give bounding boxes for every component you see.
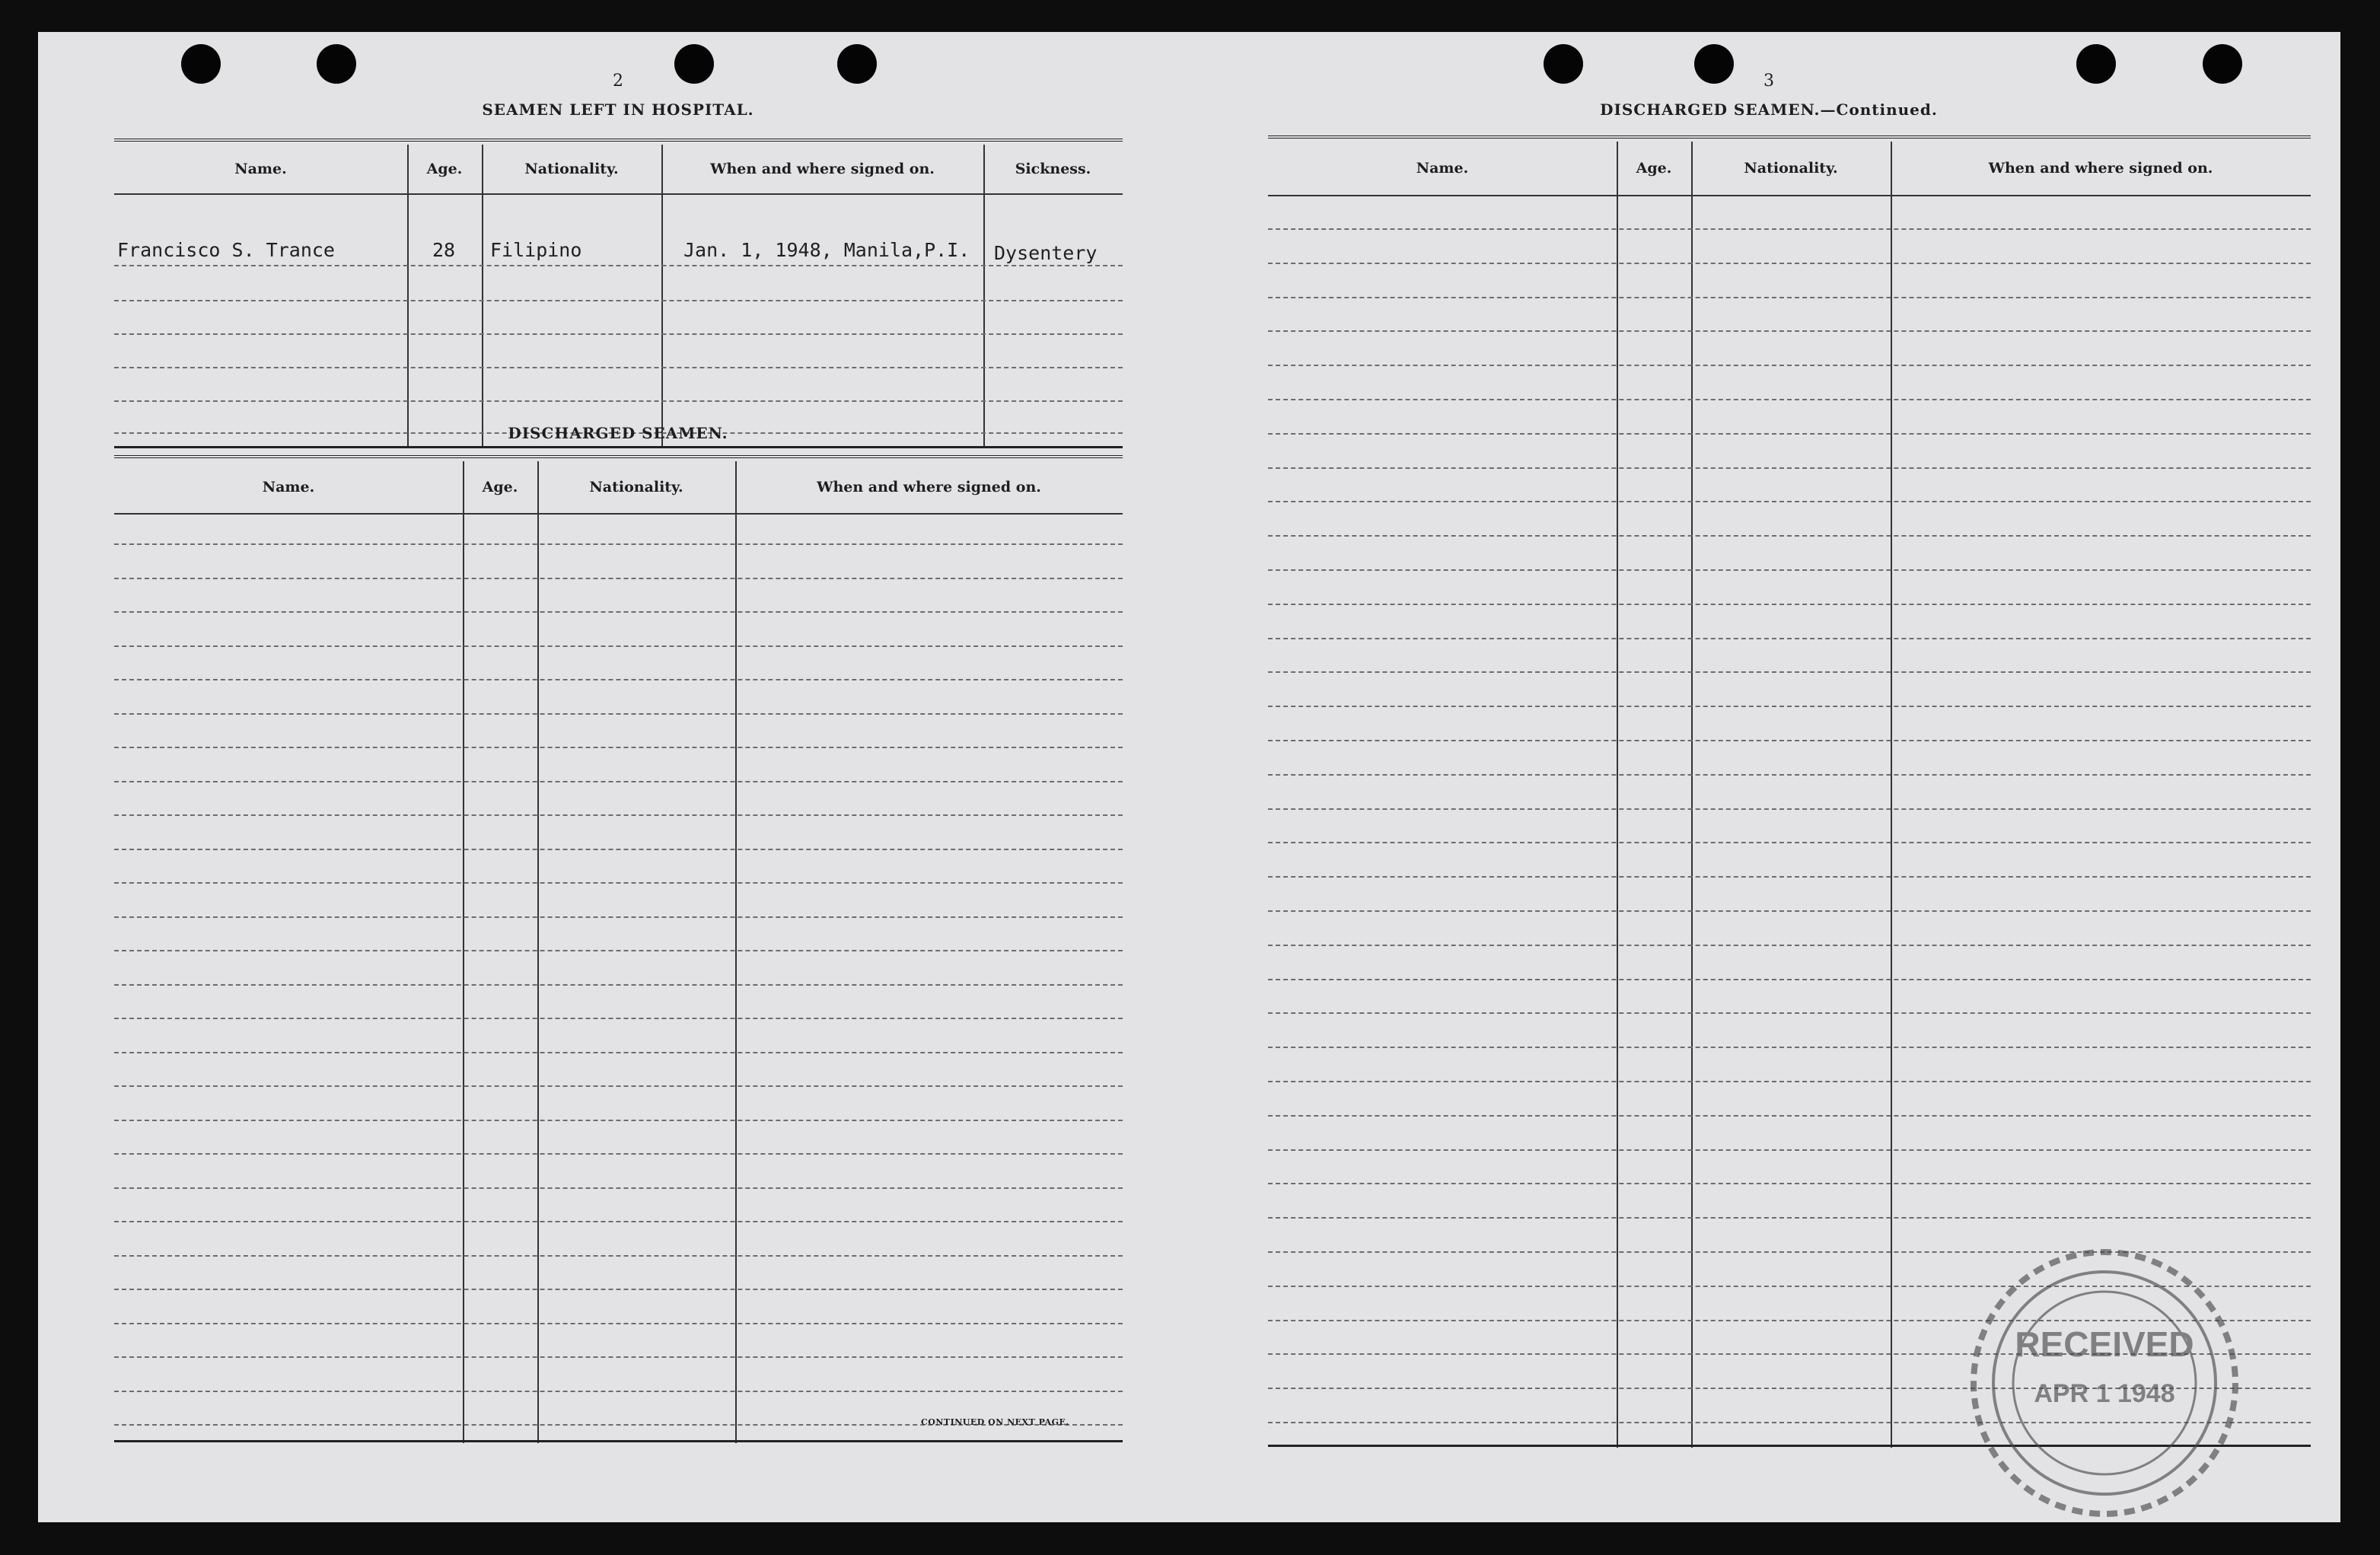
ruling-line <box>1268 535 2311 537</box>
punch-hole <box>674 44 714 84</box>
discharged-left-header-signed-on: When and where signed on. <box>817 479 1041 495</box>
discharged-left-header-age: Age. <box>482 479 518 495</box>
ruling-line <box>1268 671 2311 673</box>
column-divider <box>735 461 737 1443</box>
ruling-line <box>114 1391 1123 1392</box>
hospital-row-nationality: Filipino <box>490 239 582 261</box>
ruling-line <box>1268 365 2311 366</box>
ruling-line <box>1268 876 2311 878</box>
ruling-line <box>114 1356 1123 1358</box>
ruling-line <box>1268 1217 2311 1219</box>
discharged-right-header <box>1268 142 2311 196</box>
ruling-line <box>1268 945 2311 946</box>
ruling-line <box>1268 433 2311 435</box>
ruling-line <box>1268 842 2311 843</box>
ruling-line <box>1268 604 2311 605</box>
stamp-received-text: RECEIVED <box>2015 1324 2194 1364</box>
ruling-line <box>1268 1047 2311 1048</box>
ruling-line <box>114 611 1123 613</box>
hospital-header-nationality: Nationality. <box>524 161 619 177</box>
ruling-line <box>114 1120 1123 1121</box>
ruling-line <box>114 814 1123 816</box>
ruling-line <box>114 1153 1123 1155</box>
column-divider <box>407 145 409 448</box>
ruling-line <box>1268 638 2311 639</box>
discharged-section-title: DISCHARGED SEAMEN. <box>508 424 728 442</box>
column-divider <box>463 461 464 1443</box>
ruling-line <box>114 1221 1123 1222</box>
ruling-line <box>114 713 1123 715</box>
ruling-line <box>114 916 1123 918</box>
column-divider <box>537 461 539 1443</box>
continued-note: CONTINUED ON NEXT PAGE. <box>921 1417 1069 1427</box>
discharged-right-header-signed-on: When and where signed on. <box>1988 160 2213 177</box>
ruling-line <box>114 781 1123 782</box>
ruling-line <box>1268 297 2311 298</box>
ruling-line <box>114 645 1123 647</box>
punch-hole <box>2203 44 2242 84</box>
punch-hole <box>317 44 356 84</box>
ruling-line <box>114 1018 1123 1019</box>
hospital-header-name: Name. <box>234 161 287 177</box>
punch-hole <box>181 44 221 84</box>
column-divider <box>482 145 483 448</box>
ruling-line <box>114 1323 1123 1324</box>
discharged-right-header-age: Age. <box>1636 160 1672 177</box>
received-stamp <box>1964 1242 2245 1524</box>
column-divider <box>983 145 985 448</box>
ruling-line <box>1268 1149 2311 1151</box>
hospital-table-header <box>114 145 1123 195</box>
hospital-row-signed-on: Jan. 1, 1948, Manila,P.I. <box>683 239 970 261</box>
discharged-left-header <box>114 461 1123 515</box>
discharged-right-header-nationality: Nationality. <box>1744 160 1838 177</box>
ruling-line <box>114 1187 1123 1189</box>
ruling-line <box>114 1085 1123 1087</box>
ruling-line <box>114 882 1123 884</box>
ruling-line <box>1268 1115 2311 1117</box>
discharged-right-header-name: Name. <box>1416 160 1469 177</box>
ruling-line <box>114 747 1123 748</box>
ruling-line <box>114 1255 1123 1257</box>
document-page <box>38 32 2340 1522</box>
ruling-line <box>1268 501 2311 502</box>
punch-hole <box>837 44 877 84</box>
right-page-number: 3 <box>1763 72 1774 91</box>
ruling-line <box>114 849 1123 850</box>
hospital-row-sickness: Dysentery <box>994 242 1098 264</box>
discharged-left-header-nationality: Nationality. <box>589 479 683 495</box>
hospital-table <box>114 139 1123 448</box>
hospital-row-name: Francisco S. Trance <box>117 239 335 261</box>
ruling-line <box>1268 910 2311 912</box>
ruling-line <box>1268 979 2311 980</box>
discharged-table-left <box>114 455 1123 1445</box>
ruling-line <box>1268 706 2311 707</box>
punch-hole <box>2076 44 2116 84</box>
hospital-header-age: Age. <box>426 161 463 177</box>
discharged-left-header-name: Name. <box>262 479 315 495</box>
column-divider <box>661 145 663 448</box>
ruling-line <box>114 679 1123 680</box>
hospital-section-title: SEAMEN LEFT IN HOSPITAL. <box>482 100 754 119</box>
ruling-line <box>1268 467 2311 469</box>
hospital-row-age: 28 <box>432 239 456 261</box>
ruling-line <box>114 1289 1123 1290</box>
ruling-line <box>1268 330 2311 332</box>
punch-hole <box>1694 44 1734 84</box>
stamp-date-text: APR 1 1948 <box>2034 1379 2175 1408</box>
ruling-line <box>1268 1081 2311 1082</box>
ruling-line <box>1268 774 2311 776</box>
ruling-line <box>1268 263 2311 264</box>
hospital-header-sickness: Sickness. <box>1015 161 1091 177</box>
ruling-line <box>1268 808 2311 810</box>
ruling-line <box>1268 399 2311 400</box>
hospital-header-signed-on: When and where signed on. <box>710 161 935 177</box>
left-page-number: 2 <box>613 72 623 91</box>
ruling-line <box>114 543 1123 545</box>
ruling-line <box>114 1052 1123 1053</box>
punch-hole <box>1544 44 1583 84</box>
ruling-line <box>114 984 1123 986</box>
ruling-line <box>1268 228 2311 230</box>
ruling-line <box>114 578 1123 579</box>
right-section-title: DISCHARGED SEAMEN.—Continued. <box>1600 100 1938 119</box>
ruling-line <box>1268 569 2311 571</box>
ruling-line <box>114 950 1123 951</box>
ruling-line <box>1268 1012 2311 1014</box>
ruling-line <box>1268 1183 2311 1184</box>
ruling-line <box>1268 740 2311 741</box>
